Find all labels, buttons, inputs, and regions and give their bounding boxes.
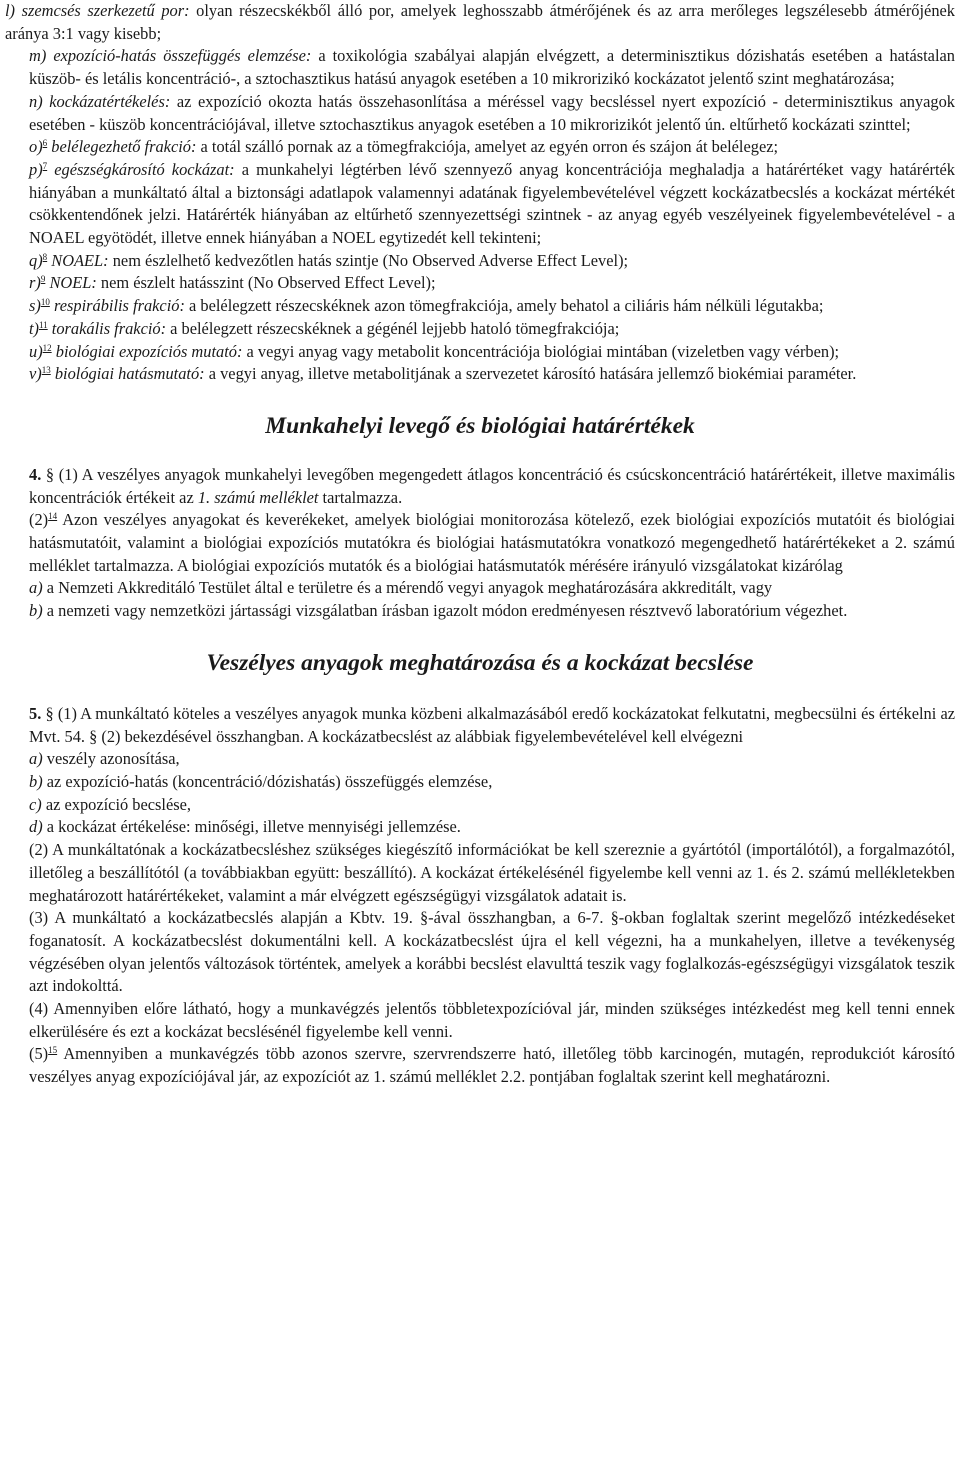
definition-term: respirábilis frakció:: [53, 296, 185, 316]
list-text: a kockázat értékelése: minőségi, illetve mennyiségi jellemzése.: [42, 817, 461, 837]
paragraph-number: 4.: [29, 464, 42, 484]
list-letter: d): [29, 817, 43, 837]
paragraph-text: § (1) A munkáltató köteles a veszélyes anyagok munka közbeni alkalmazásából eredő kockázatokat felkutatni, megbecsülni és értékelni az Mvt. 54. § (2) bekezdésével összhangban. A kockázatbecslést az alábbiak figyelembevételével kell elvégezni: [29, 703, 955, 746]
definition-letter: t): [29, 318, 40, 338]
list-item-a: [5, 577, 955, 600]
paragraph-5-2: (2) A munkáltatónak a kockázatbecsléshez szükséges kiegészítő információkat be kell szereznie a gyártótól (importálótól), a forgalmazótól, illetőleg a beszállítótól (a továbbiakban együtt: beszállító). A kockázat értékelésénél figyelembe kell venni az 1. és 2. számú mellékletekben meghatározott határértékeket, valamint a már elvégzett egészségügyi vizsgálatok adatait is.: [29, 840, 955, 905]
definition-n: [5, 91, 955, 136]
list-item-b: [5, 771, 955, 794]
list-letter: a): [29, 749, 43, 769]
footnote-ref[interactable]: 9: [40, 274, 46, 285]
annex-reference: 1. számú melléklet: [197, 487, 319, 507]
paragraph-text: Azon veszélyes anyagokat és keverékeket, amelyek biológiai monitorozása kötelező, ezek biológiai expozíciós mutatóit és biológiai hatásmutatóit, valamint a biológiai expozíciós mutatókra és biológiai hatásmutatókra vonatkozó megengedhető határértékeket a 2. számú melléklet tartalmazza. A biológiai expozíciós mutatók és a biológiai hatásmutatók mérésére irányuló vizsgálatokat kizárólag: [29, 510, 955, 575]
paragraph-text: (2): [29, 510, 49, 530]
footnote-ref[interactable]: 6: [42, 138, 48, 149]
definition-p: [5, 159, 955, 250]
definitions-list: [5, 0, 955, 386]
definition-term: belélegezhető frakció:: [51, 137, 197, 157]
definition-r: [5, 272, 955, 295]
definition-text: a belélegzett részecskéknek azon tömegfrakciója, amely behatol a ciliáris hám nélküli légutakba;: [184, 296, 824, 316]
definition-letter: m): [29, 46, 47, 66]
definition-text: nem észlelhető kedvezőtlen hatás szintje (No Observed Adverse Effect Level);: [108, 250, 629, 270]
footnote-ref[interactable]: 13: [41, 365, 51, 376]
definition-letter: n): [29, 91, 43, 111]
footnote-ref[interactable]: 7: [42, 160, 48, 171]
list-item-d: [5, 816, 955, 839]
footnote-ref[interactable]: 12: [42, 342, 52, 353]
footnote-ref[interactable]: 15: [48, 1045, 58, 1056]
definition-v: [5, 363, 955, 386]
definition-text: nem észlelt hatásszint (No Observed Effect Level);: [96, 273, 436, 293]
footnote-ref[interactable]: 10: [40, 297, 50, 308]
definition-m: [5, 45, 955, 90]
list-letter: b): [29, 771, 43, 791]
paragraph-5-3: (3) A munkáltató a kockázatbecslés alapján a Kbtv. 19. §-ával összhangban, a 6-7. §-okban foglaltak szerint megelőző intézkedéseket foganatosít. A kockázatbecslést dokumentálni kell. A kockázatbecslést újra el kell végezni, ha a munkahelyen, illetve a tevékenység végzésében olyan jelentős változások történtek, amelyek a korábbi becslést elavulttá teszik vagy foglalkozás-egészségügyi vizsgálatok teszik azt indokolttá.: [29, 908, 955, 996]
list-item-b: [5, 600, 955, 623]
definition-term: NOEL:: [49, 273, 97, 293]
definition-term: expozíció-hatás összefüggés elemzése:: [53, 46, 312, 66]
list-text: a Nemzeti Akkreditáló Testület által e területre és a mérendő vegyi anyagok meghatározására akkreditált, vagy: [42, 578, 773, 598]
definition-text: a toxikológia szabályai alapján elvégzett, a determinisztikus dózishatás esetében a hatástalan küszöb- és letális koncentráció-, a sztochasztikus hatású anyagok esetében a 10 mikrorizikó kockázatot jelentő szint meghatározása;: [29, 46, 955, 89]
definition-term: biológiai expozíciós mutató:: [55, 341, 243, 361]
paragraph-5-4: (4) Amennyiben előre látható, hogy a munkavégzés jelentős többletexpozícióval jár, minden szükséges intézkedést meg kell tenni ennek elkerülésére és ezt a kockázat becslésénél figyelembe kell venni.: [29, 999, 955, 1041]
definition-term: biológiai hatásmutató:: [54, 364, 205, 384]
list-text: veszély azonosítása,: [42, 749, 180, 769]
definition-text: a vegyi anyag, illetve metabolitjának a szervezetet károsító hatására jellemző biokémiai paraméter.: [204, 364, 857, 384]
definition-term: NOAEL:: [51, 250, 109, 270]
definition-letter: u): [29, 341, 43, 361]
definition-text: a totál szálló pornak az a tömegfrakciója, amelyet az egyén orron és szájon át belélegez;: [196, 137, 779, 157]
definition-u: [5, 341, 955, 364]
definition-l: [5, 0, 955, 45]
list-text: az expozíció-hatás (koncentráció/dózishatás) összefüggés elemzése,: [42, 771, 493, 791]
definition-letter: v): [29, 364, 42, 384]
definition-term: torakális frakció:: [51, 318, 167, 338]
list-letter: c): [29, 794, 42, 814]
definition-o: [5, 136, 955, 159]
definition-letter: s): [29, 296, 41, 316]
paragraph-5-1: [5, 703, 955, 748]
definition-s: [5, 295, 955, 318]
list-letter: b): [29, 601, 43, 621]
list-text: a nemzeti vagy nemzetközi jártassági vizsgálatban írásban igazolt módon eredményesen résztvevő laboratórium végezhet.: [42, 601, 848, 621]
definition-t: [5, 318, 955, 341]
definition-text: az expozíció okozta hatás összehasonlítása a méréssel vagy becsléssel nyert expozíció - determinisztikus anyagok esetében - küszöb koncentrációjával, illetve sztochasztikus anyagok esetében a 10 mikrorizikót jelentő ún. eltűrhető kockázati szinttel;: [29, 91, 955, 134]
definition-text: olyan részecskékből álló por, amelyek leghosszabb átmérőjének és az arra merőleges legszélesebb átmérőjének aránya 3:1 vagy kisebb;: [5, 1, 955, 43]
paragraph-text: tartalmazza.: [318, 487, 403, 507]
section-heading-limit-values: Munkahelyi levegő és biológiai határértékek: [265, 412, 695, 439]
definition-q: [5, 250, 955, 273]
section-heading-risk-assessment: Veszélyes anyagok meghatározása és a kockázat becslése: [206, 649, 754, 676]
definition-letter: o): [29, 137, 43, 157]
paragraph-5-5: [5, 1043, 955, 1088]
footnote-ref[interactable]: 11: [39, 319, 48, 330]
definition-letter: p): [29, 159, 43, 179]
definition-text: a belélegzett részecskéknek a gégénél lejjebb hatoló tömegfrakciója;: [166, 318, 620, 338]
definition-term: egészségkárosító kockázat:: [54, 159, 235, 179]
footnote-ref[interactable]: 14: [48, 511, 58, 522]
paragraph-text: Amennyiben a munkavégzés több azonos szervre, szervrendszerre ható, illetőleg több karcinogén, mutagén, reprodukciót károsító veszélyes anyag expozíciójával jár, az expozíciót az 1. számú melléklet 2.2. pontjában foglaltak szerint kell meghatározni.: [29, 1044, 955, 1087]
section-limit-values: [5, 464, 955, 623]
paragraph-4-1: [5, 464, 955, 509]
definition-text: a vegyi anyag vagy metabolit koncentrációja biológiai mintában (vizeletben vagy vérben);: [242, 341, 840, 361]
definition-term: kockázatértékelés:: [49, 91, 171, 111]
list-text: az expozíció becslése,: [41, 794, 191, 814]
list-item-a: [5, 748, 955, 771]
paragraph-text: (5): [29, 1044, 49, 1064]
paragraph-number: 5.: [29, 703, 42, 723]
paragraph-4-2: [5, 509, 955, 577]
section-risk-assessment: [5, 703, 955, 1089]
definition-letter: q): [29, 250, 43, 270]
definition-letter: r): [29, 273, 41, 293]
footnote-ref[interactable]: 8: [42, 251, 48, 262]
definition-letter: l): [5, 1, 16, 20]
definition-text: a munkahelyi légtérben lévő szennyező anyag koncentrációja meghaladja a határértéket vagy határérték hiányában a munkáltató által a biztonsági adatlapok valamennyi adatának figyelembevételével végzett kockázatbecslés a kockázat mértékét csökkentendőnek jelzi. Határérték hiányában az eltűrhető szennyezettségi szintnek - az anyag egyéb veszélyeinek figyelembevételével - a NOAEL egyötödét, illetve ennek hiányában a NOEL egytizedét kell tekinteni;: [29, 159, 955, 248]
paragraph-text: § (1) A veszélyes anyagok munkahelyi levegőben megengedett átlagos koncentráció és csúcskoncentráció határértékeit, illetve maximális koncentrációk értékeit az: [29, 464, 955, 507]
definition-term: szemcsés szerkezetű por:: [21, 1, 190, 20]
list-letter: a): [29, 578, 43, 598]
list-item-c: [5, 794, 955, 817]
